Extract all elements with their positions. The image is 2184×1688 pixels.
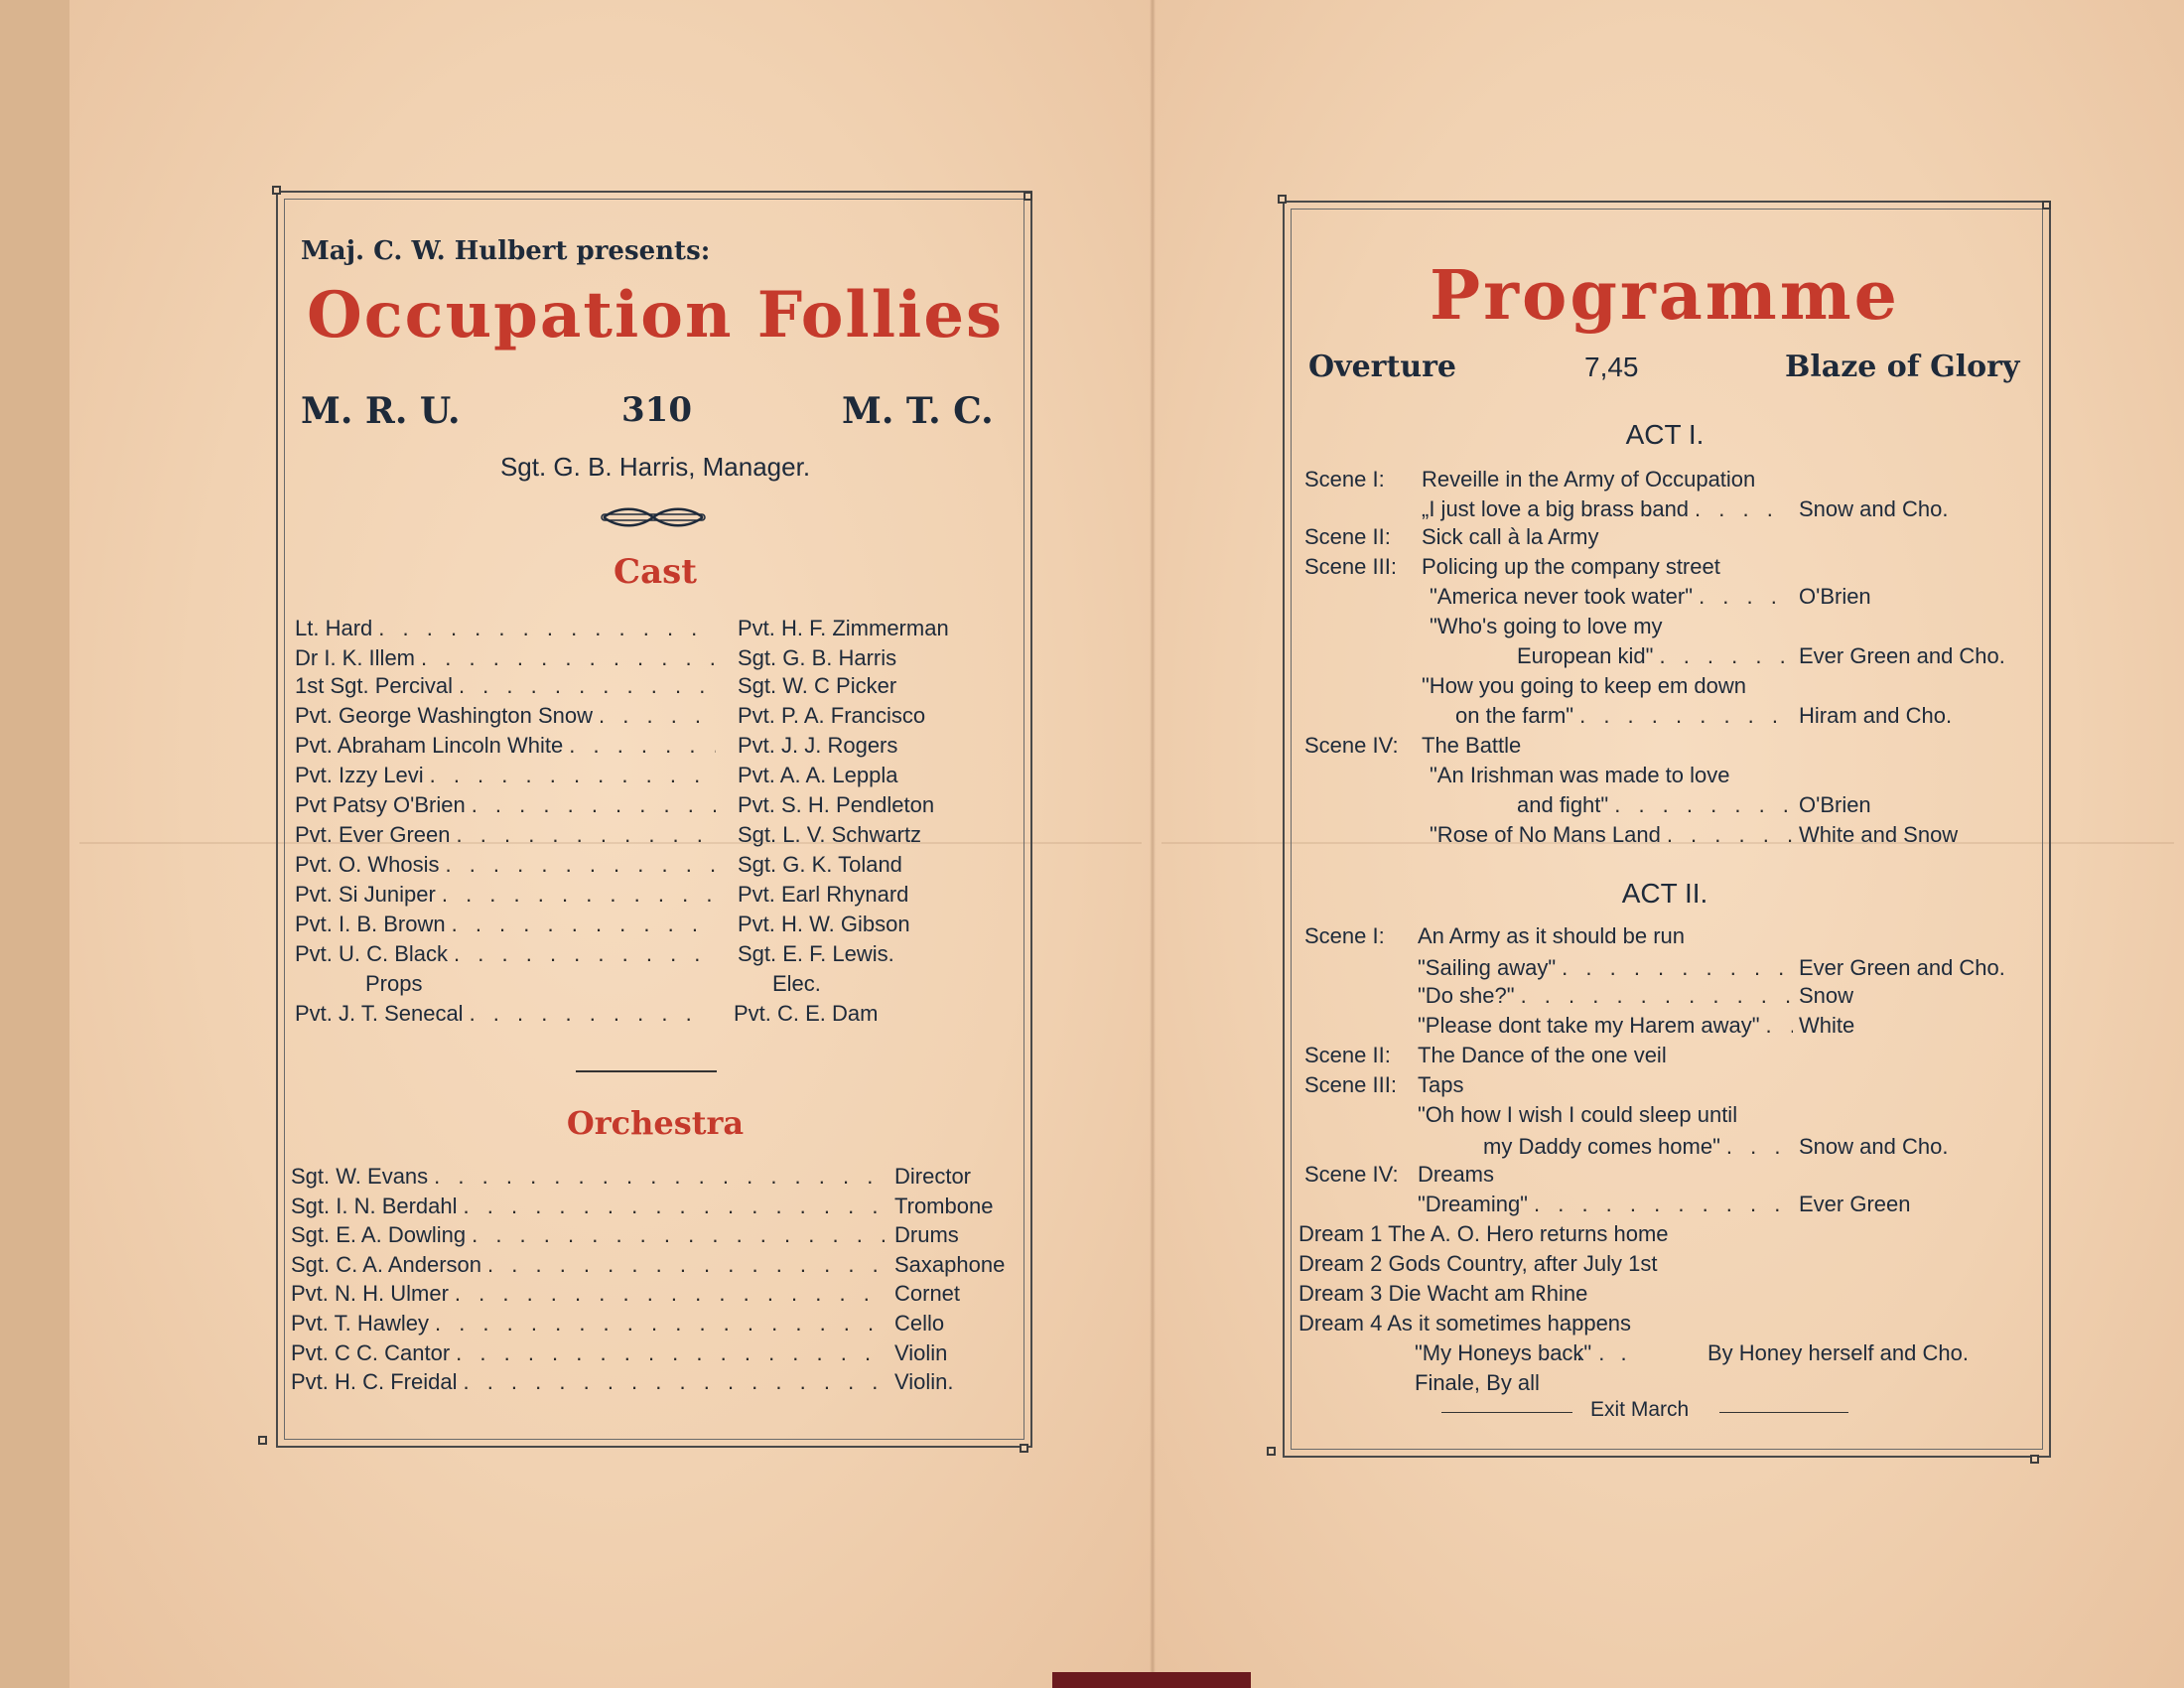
cast-role: Dr I. K. Illem — [295, 645, 416, 670]
song-title: on the farm" — [1455, 703, 1574, 728]
leader-dots — [435, 1311, 888, 1336]
performer: White — [1799, 1013, 1855, 1038]
frame-corner — [2030, 1455, 2039, 1464]
programme-row — [1418, 983, 1799, 1009]
performer: Ever Green and Cho. — [1799, 955, 2005, 980]
frame-corner — [2042, 201, 2051, 210]
cast-row — [295, 733, 722, 759]
scene-label: Scene II: — [1304, 1043, 1391, 1067]
cast-role: Pvt. I. B. Brown — [295, 912, 446, 936]
dream-line: Dream 4 As it sometimes happens — [1298, 1311, 1632, 1336]
programme-row — [1455, 703, 1799, 729]
song-title: "America never took water" — [1430, 584, 1694, 609]
cast-actor: Sgt. E. F. Lewis. — [738, 941, 894, 966]
act1-heading: ACT I. — [1625, 419, 1705, 450]
cast-actor: Pvt. H. F. Zimmerman — [738, 616, 949, 640]
performer: O'Brien — [1799, 584, 1871, 609]
song-title: "Do she?" — [1418, 983, 1515, 1008]
programme-row — [1422, 496, 1799, 522]
cast-row — [295, 941, 722, 967]
leader-dots — [430, 763, 716, 788]
leader-dots — [457, 822, 716, 848]
performer: Hiram and Cho. — [1799, 703, 1953, 728]
orchestra-heading: Orchestra — [566, 1104, 745, 1142]
cast-role: Pvt Patsy O'Brien — [295, 792, 466, 817]
leader-dots — [599, 703, 716, 729]
leader-dots — [1695, 496, 1793, 522]
performer: Snow and Cho. — [1799, 496, 1949, 521]
cast-row — [295, 1001, 712, 1027]
leader-dots — [463, 1369, 888, 1395]
cast-actor: Pvt. A. A. Leppla — [738, 763, 898, 787]
scene-label: Scene II: — [1304, 524, 1391, 549]
dream-line: Dream 3 Die Wacht am Rhine — [1298, 1281, 1588, 1306]
song-title: my Daddy comes home" — [1483, 1134, 1720, 1159]
elec-label: Elec. — [772, 971, 821, 996]
orchestra-row — [291, 1222, 1006, 1248]
performer: Snow and Cho. — [1799, 1134, 1949, 1159]
instrument: Drums — [894, 1222, 959, 1248]
song-title: „I just love a big brass band — [1422, 496, 1690, 521]
musician-name: Pvt. T. Hawley — [291, 1311, 429, 1336]
song-title: "Sailing away" — [1418, 955, 1557, 980]
instrument: Cornet — [894, 1281, 961, 1307]
cast-role: Pvt. Ever Green — [295, 822, 451, 847]
cast-actor: Sgt. G. B. Harris — [738, 645, 897, 670]
presenter-line: Maj. C. W. Hulbert presents: — [301, 236, 711, 266]
cast-row — [295, 792, 722, 818]
cast-actor: Sgt. L. V. Schwartz — [738, 822, 922, 847]
programme-row — [1430, 584, 1799, 610]
leader-dots — [442, 882, 716, 908]
programme-text: Reveille in the Army of Occupation — [1422, 467, 1756, 492]
instrument: Saxaphone — [894, 1251, 1006, 1277]
cast-row — [295, 822, 722, 848]
leader-dots — [455, 1281, 888, 1307]
cast-role: 1st Sgt. Percival — [295, 673, 453, 698]
song-title: "Dreaming" — [1418, 1192, 1528, 1216]
cover-edge — [1052, 1672, 1251, 1688]
scene-label: Scene IV: — [1304, 733, 1399, 758]
cast-row — [295, 912, 722, 937]
leader-dots — [421, 645, 716, 671]
programme-row — [1517, 792, 1799, 818]
leader-dots — [454, 941, 716, 967]
leader-dots — [1562, 955, 1793, 981]
cast-actor: Pvt. J. J. Rogers — [738, 733, 898, 758]
leader-dots — [1766, 1013, 1793, 1039]
overture-piece: Blaze of Glory — [1785, 350, 2020, 384]
leader-dots — [1667, 822, 1793, 848]
song-title: European kid" — [1517, 643, 1654, 668]
props-label: Props — [365, 971, 423, 996]
programme-text: "Who's going to love my — [1430, 614, 1663, 638]
cast-role: Pvt. J. T. Senecal — [295, 1001, 464, 1026]
programme-text: "Oh how I wish I could sleep until — [1418, 1102, 1738, 1127]
musician-name: Pvt. C C. Cantor — [291, 1339, 451, 1365]
cast-row — [295, 882, 722, 908]
musician-name: Pvt. N. H. Ulmer — [291, 1281, 449, 1307]
leader-dots — [456, 1340, 888, 1366]
programme-row — [1483, 1134, 1799, 1160]
leader-dots — [1579, 703, 1793, 729]
performer: White and Snow — [1799, 822, 1959, 847]
musician-name: Sgt. E. A. Dowling — [291, 1222, 467, 1248]
leader-dots — [487, 1252, 888, 1278]
exit-march: Exit March — [1590, 1398, 1690, 1421]
programme-text: Taps — [1418, 1072, 1464, 1097]
leader-dots — [434, 1164, 888, 1190]
scene-label: Scene I: — [1304, 467, 1385, 492]
programme-row — [1418, 1192, 1799, 1217]
leader-dots — [1614, 792, 1793, 818]
musician-name: Sgt. C. A. Anderson — [291, 1251, 482, 1277]
finale-line: Finale, By all — [1415, 1370, 1540, 1395]
performer: Snow — [1799, 983, 1854, 1008]
cast-actor: Pvt. H. W. Gibson — [738, 912, 910, 936]
orchestra-row — [291, 1281, 1006, 1307]
honey-performer: By Honey herself and Cho. — [1707, 1340, 1969, 1365]
orchestra-row — [291, 1311, 1006, 1336]
instrument: Violin. — [894, 1369, 954, 1395]
scene-label: Scene IV: — [1304, 1162, 1399, 1187]
cast-row — [295, 703, 722, 729]
cast-row — [295, 852, 722, 878]
frame-corner — [1267, 1447, 1276, 1456]
cast-actor: Sgt. W. C Picker — [738, 673, 897, 698]
cast-actor: Pvt. S. H. Pendleton — [738, 792, 935, 817]
cast-row — [295, 645, 722, 671]
programme-text: Dreams — [1418, 1162, 1495, 1187]
leader-dots — [472, 792, 716, 818]
programme-text: The Battle — [1422, 733, 1522, 758]
leader-dots — [464, 1194, 888, 1219]
programme-text: An Army as it should be run — [1418, 923, 1686, 948]
cast-role: Pvt. Izzy Levi — [295, 763, 424, 787]
cast-row — [295, 763, 722, 788]
programme-row — [1517, 643, 1799, 669]
orchestra-row — [291, 1252, 1006, 1278]
instrument: Director — [894, 1164, 972, 1189]
cast-role: Pvt. O. Whosis — [295, 852, 440, 877]
song-title: "Please dont take my Harem away" — [1418, 1013, 1760, 1038]
leader-dots — [1534, 1192, 1793, 1217]
unit-number: 310 — [621, 390, 692, 430]
act2-heading: ACT II. — [1621, 878, 1708, 909]
musician-name: Sgt. W. Evans — [291, 1164, 429, 1189]
performer: Ever Green — [1799, 1192, 1911, 1216]
cast-actor: Pvt. Earl Rhynard — [738, 882, 909, 907]
performer: Ever Green and Cho. — [1799, 643, 2005, 668]
manager-line: Sgt. G. B. Harris, Manager. — [499, 452, 811, 482]
cast-role: Pvt. George Washington Snow — [295, 703, 594, 728]
frame-corner — [1020, 1444, 1028, 1453]
leader-dots — [470, 1001, 706, 1027]
instrument: Trombone — [894, 1193, 994, 1218]
cast-role: Pvt. Abraham Lincoln White — [295, 733, 564, 758]
programme-text: "How you going to keep em down — [1422, 673, 1747, 698]
instrument: Violin — [894, 1339, 948, 1365]
programme-text: Policing up the company street — [1422, 554, 1720, 579]
programme-row — [1418, 955, 1799, 981]
leader-dots — [1659, 643, 1793, 669]
exit-rule-left — [1441, 1412, 1572, 1413]
musician-name: Sgt. I. N. Berdahl — [291, 1193, 458, 1218]
exit-rule-right — [1719, 1412, 1848, 1413]
programme-text: Sick call à la Army — [1422, 524, 1599, 549]
programme-text: "An Irishman was made to love — [1430, 763, 1730, 787]
scene-label: Scene III: — [1304, 1072, 1397, 1097]
song-title: and fight" — [1517, 792, 1609, 817]
leader-dots — [569, 733, 716, 759]
scene-label: Scene III: — [1304, 554, 1397, 579]
cast-actor: Pvt. P. A. Francisco — [738, 703, 926, 728]
page-edge — [0, 0, 69, 1688]
leader-dots — [1521, 983, 1793, 1009]
orchestra-row — [291, 1340, 1006, 1366]
leader-dots — [472, 1222, 888, 1248]
leader-dots — [1726, 1134, 1793, 1160]
cast-actor: Sgt. G. K. Toland — [738, 852, 902, 877]
overture-label: Overture — [1308, 350, 1457, 384]
song-title: "Rose of No Mans Land — [1430, 822, 1661, 847]
unit-right: M. T. C. — [842, 390, 994, 432]
orchestra-row — [291, 1369, 1006, 1395]
unit-left: M. R. U. — [301, 390, 461, 432]
musician-name: Pvt. H. C. Freidal — [291, 1369, 458, 1395]
performer: O'Brien — [1799, 792, 1871, 817]
frame-corner — [258, 1436, 267, 1445]
overture-time: 7,45 — [1584, 352, 1639, 382]
cast-role: Pvt. U. C. Black — [295, 941, 449, 966]
programme-title: Programme — [1430, 256, 1900, 336]
scene-label: Scene I: — [1304, 923, 1385, 948]
honey-song: "My Honeys back" — [1415, 1340, 1592, 1365]
leader-dots — [445, 852, 716, 878]
section-divider — [576, 1070, 717, 1072]
leader-dots — [1699, 584, 1793, 610]
cast-heading: Cast — [614, 552, 697, 592]
cast-role: Lt. Hard — [295, 616, 373, 640]
leader-dots: . . . — [1576, 1340, 1632, 1365]
cast-role: Pvt. Si Juniper — [295, 882, 436, 907]
instrument: Cello — [894, 1311, 945, 1336]
cast-actor: Pvt. C. E. Dam — [734, 1001, 879, 1026]
frame-corner — [1024, 192, 1032, 201]
leader-dots — [459, 673, 716, 699]
cast-row — [295, 616, 722, 641]
orchestra-row — [291, 1164, 1006, 1190]
center-fold — [1150, 0, 1156, 1688]
frame-corner — [1278, 195, 1287, 204]
dream-line: Dream 2 Gods Country, after July 1st — [1298, 1251, 1658, 1276]
show-title: Occupation Follies — [306, 278, 1005, 352]
scroll-ornament-icon — [599, 504, 708, 530]
frame-corner — [272, 186, 281, 195]
cast-row — [295, 673, 722, 699]
dream-line: Dream 1 The A. O. Hero returns home — [1298, 1221, 1669, 1246]
orchestra-row — [291, 1194, 1006, 1219]
programme-text: The Dance of the one veil — [1418, 1043, 1667, 1067]
programme-row — [1430, 822, 1799, 848]
leader-dots — [452, 912, 716, 937]
leader-dots — [378, 616, 716, 641]
programme-row — [1418, 1013, 1799, 1039]
